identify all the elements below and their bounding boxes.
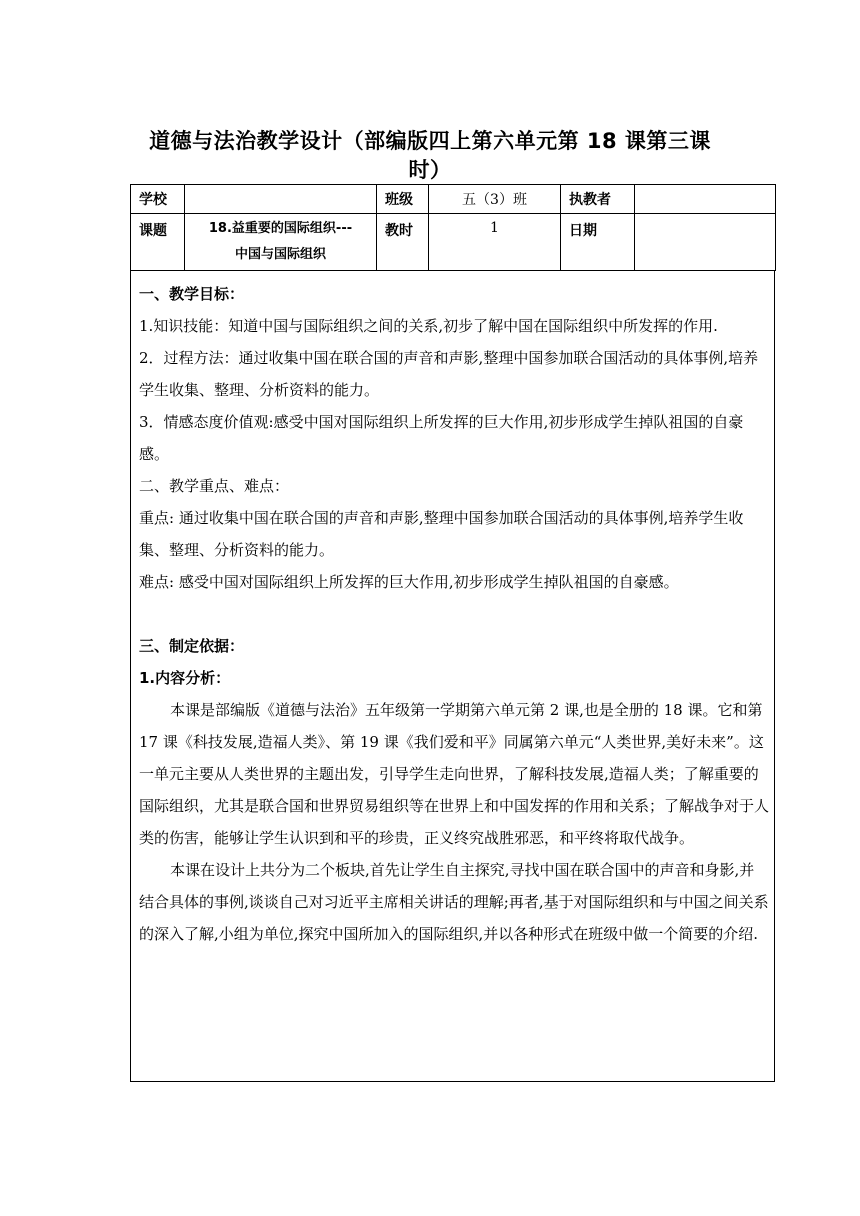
- section-basis-heading: 三、制定依据：: [139, 637, 245, 655]
- header-row-1: [131, 185, 776, 214]
- date-value: [635, 214, 776, 271]
- document-title: [110, 127, 750, 185]
- lesson-content: [139, 278, 769, 950]
- topic-value: [185, 214, 377, 271]
- class-value: 五（3）班: [429, 185, 561, 214]
- teacher-value: [635, 185, 776, 214]
- topic-line-1: 18.益重要的国际组织---: [208, 221, 353, 236]
- class-label: 班级: [377, 185, 429, 214]
- school-value: [185, 185, 377, 214]
- section-objectives-heading: 一、教学目标：: [139, 285, 245, 303]
- lesson-body: [130, 270, 775, 1082]
- header-table: [130, 184, 776, 271]
- content-analysis-paragraph-1: 本课是部编版《道德与法治》五年级第一学期第六单元第 2 课,也是全册的 18 课。它和第 17 课《科技发展,造福人类》、第 19 课《我们爱和平》同属第六单元“人类世界,美好未来”。这一单元主要从人类世界的主题出发，引导学生走向世界，了解科技发展,造福人类；了解重要的国际组织，尤其是联合国和世界贸易组织等在世界上和中国发挥的作用和关系；了解战争对于人类的伤害，能够让学生认识到和平的珍贵，正义终究战胜邪恶，和平终将取代战争。: [139, 701, 770, 847]
- teacher-label: 执教者: [561, 185, 635, 214]
- spacer: [139, 598, 769, 630]
- topic-label: 课题: [131, 214, 185, 271]
- title-line-1: 道德与法治教学设计（部编版四上第六单元第 18 课第三课: [149, 129, 711, 153]
- section-keypoints-heading: 二、教学重点、难点：: [139, 477, 290, 495]
- hours-label: 教时: [377, 214, 429, 271]
- topic-line-2: 中国与国际组织: [234, 247, 326, 262]
- content-analysis-paragraph-2: 本课在设计上共分为二个板块,首先让学生自主探究,寻找中国在联合国中的声音和身影,并结合具体的事例,谈谈自己对习近平主席相关讲话的理解;再者,基于对国际组织和与中国之间关系的深入了解,小组为单位,探究中国所加入的国际组织,并以各种形式在班级中做一个简要的介绍.: [139, 861, 769, 943]
- keypoint-difficulty: 难点: 感受中国对国际组织上所发挥的巨大作用,初步形成学生掉队祖国的自豪感。: [139, 573, 679, 591]
- title-line-2: 时）: [408, 158, 452, 182]
- school-label: 学校: [131, 185, 185, 214]
- hours-value: 1: [429, 214, 561, 271]
- objective-emotion: 3．情感态度价值观:感受中国对国际组织上所发挥的巨大作用,初步形成学生掉队祖国的自豪感。: [139, 413, 744, 463]
- content-analysis-heading: 1.内容分析：: [139, 669, 231, 687]
- keypoint-focus: 重点: 通过收集中国在联合国的声音和声影,整理中国参加联合国活动的具体事例,培养学生收集、整理、分析资料的能力。: [139, 509, 744, 559]
- objective-process: 2．过程方法：通过收集中国在联合国的声音和声影,整理中国参加联合国活动的具体事例,培养学生收集、整理、分析资料的能力。: [139, 349, 759, 399]
- date-label: 日期: [561, 214, 635, 271]
- objective-knowledge: 1.知识技能：知道中国与国际组织之间的关系,初步了解中国在国际组织中所发挥的作用.: [139, 317, 718, 335]
- header-row-2: [131, 214, 776, 271]
